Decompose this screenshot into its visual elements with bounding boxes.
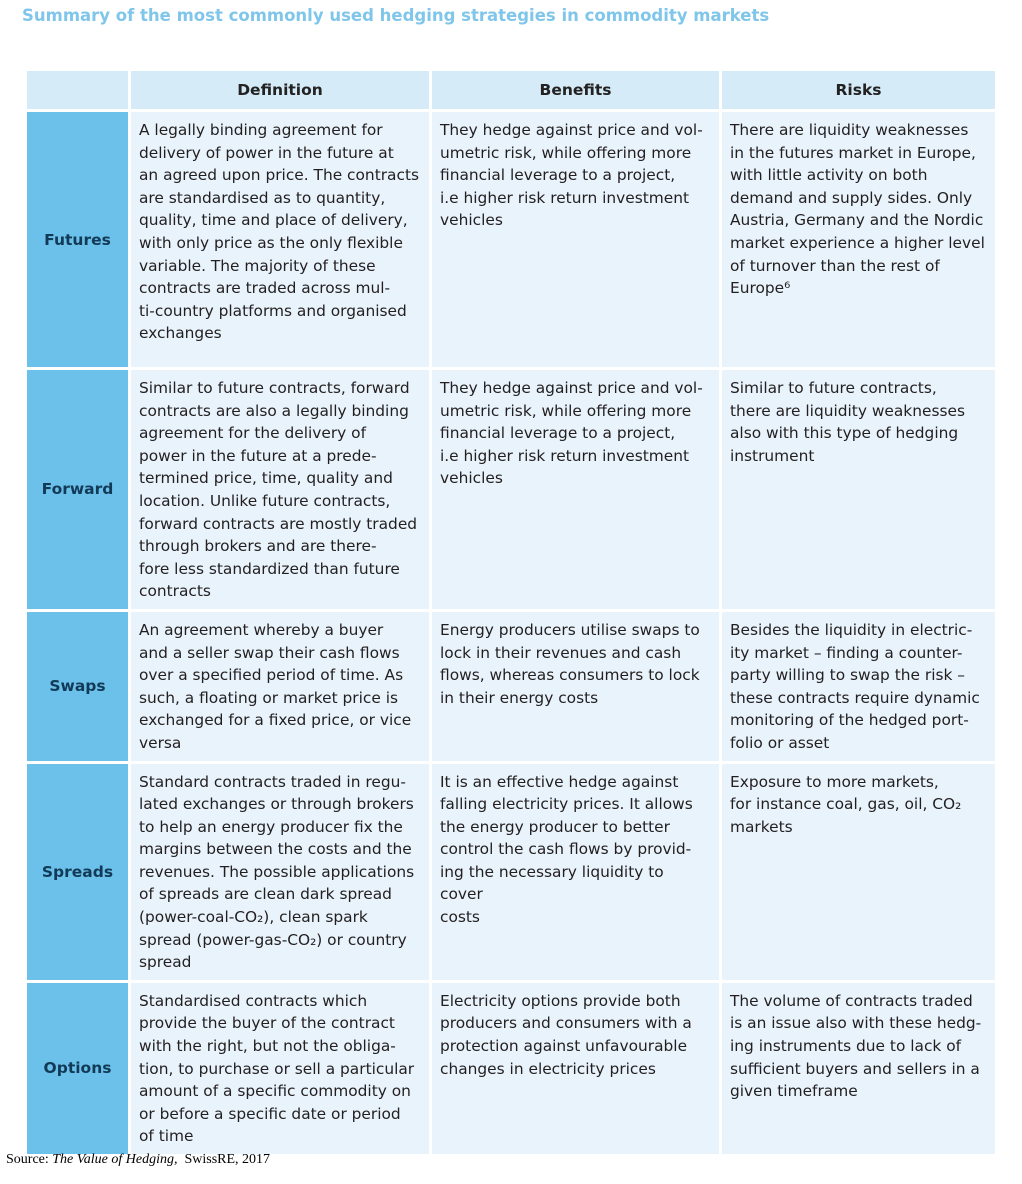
risks-cell: Besides the liquidity in electric- ity market – finding a counter- party willing to swap the risk – these contracts require dynamic monitoring of the hedged port- folio or asset — [722, 612, 995, 761]
row-header-options: Options — [27, 983, 128, 1154]
benefits-cell: They hedge against price and vol- umetric risk, while offering more financial leverage to a project, i.e higher risk return investment vehicles — [432, 112, 719, 367]
risks-cell: The volume of contracts traded is an issue also with these hedg- ing instruments due to lack of sufficient buyers and sellers in a given timeframe — [722, 983, 995, 1154]
source-prefix: Source: — [6, 1152, 53, 1167]
header-corner — [27, 71, 128, 109]
benefits-cell: They hedge against price and vol- umetric risk, while offering more financial leverage to a project, i.e higher risk return investment vehicles — [432, 370, 719, 609]
definition-cell: Standard contracts traded in regu- lated exchanges or through brokers to help an energy producer fix the margins between the costs and the revenues. The possible applications of spreads are clean dark spread (power-coal-CO₂), clean spark spread (power-gas-CO₂) or country spread — [131, 764, 429, 980]
table-row — [27, 612, 995, 761]
definition-cell: An agreement whereby a buyer and a seller swap their cash flows over a specified period of time. As such, a floating or market price is exchanged for a fixed price, or vice versa — [131, 612, 429, 761]
hedging-strategies-table — [24, 68, 998, 1157]
risks-cell: Exposure to more markets, for instance coal, gas, oil, CO₂ markets — [722, 764, 995, 980]
source-work-title: The Value of Hedging, — [52, 1152, 178, 1167]
table-row — [27, 764, 995, 980]
benefits-cell: Energy producers utilise swaps to lock in their revenues and cash flows, whereas consumers to lock in their energy costs — [432, 612, 719, 761]
page-title: Summary of the most commonly used hedging strategies in commodity markets — [22, 6, 770, 25]
table-row — [27, 112, 995, 367]
definition-cell: Standardised contracts which provide the buyer of the contract with the right, but not the obliga- tion, to purchase or sell a particular amount of a specific commodity on or before a specific date or period of time — [131, 983, 429, 1154]
source-note — [6, 1152, 270, 1168]
definition-cell: A legally binding agreement for delivery of power in the future at an agreed upon price. The contracts are standardised as to quantity, quality, time and place of delivery, with only price as the only flexible variable. The majority of these contracts are traded across mul- ti-country platforms and organised exchanges — [131, 112, 429, 367]
row-header-spreads: Spreads — [27, 764, 128, 980]
column-header-definition: Definition — [131, 71, 429, 109]
column-header-benefits: Benefits — [432, 71, 719, 109]
definition-cell: Similar to future contracts, forward contracts are also a legally binding agreement for the delivery of power in the future at a prede- termined price, time, quality and location. Unlike future contracts, forward contracts are mostly traded through brokers and are there- fore less standardized than future contracts — [131, 370, 429, 609]
table-header-row — [27, 71, 995, 109]
risks-cell: There are liquidity weaknesses in the futures market in Europe, with little activity on both demand and supply sides. Only Austria, Germany and the Nordic market experience a higher level of turnover than the rest of Europe⁶ — [722, 112, 995, 367]
benefits-cell: It is an effective hedge against falling electricity prices. It allows the energy producer to better control the cash flows by provid- ing the necessary liquidity to cover costs — [432, 764, 719, 980]
row-header-swaps: Swaps — [27, 612, 128, 761]
source-publisher: SwissRE, 2017 — [177, 1152, 271, 1167]
row-header-forward: Forward — [27, 370, 128, 609]
table-row — [27, 370, 995, 609]
column-header-risks: Risks — [722, 71, 995, 109]
benefits-cell: Electricity options provide both producers and consumers with a protection against unfavourable changes in electricity prices — [432, 983, 719, 1154]
table-row — [27, 983, 995, 1154]
risks-cell: Similar to future contracts, there are liquidity weaknesses also with this type of hedging instrument — [722, 370, 995, 609]
row-header-futures: Futures — [27, 112, 128, 367]
